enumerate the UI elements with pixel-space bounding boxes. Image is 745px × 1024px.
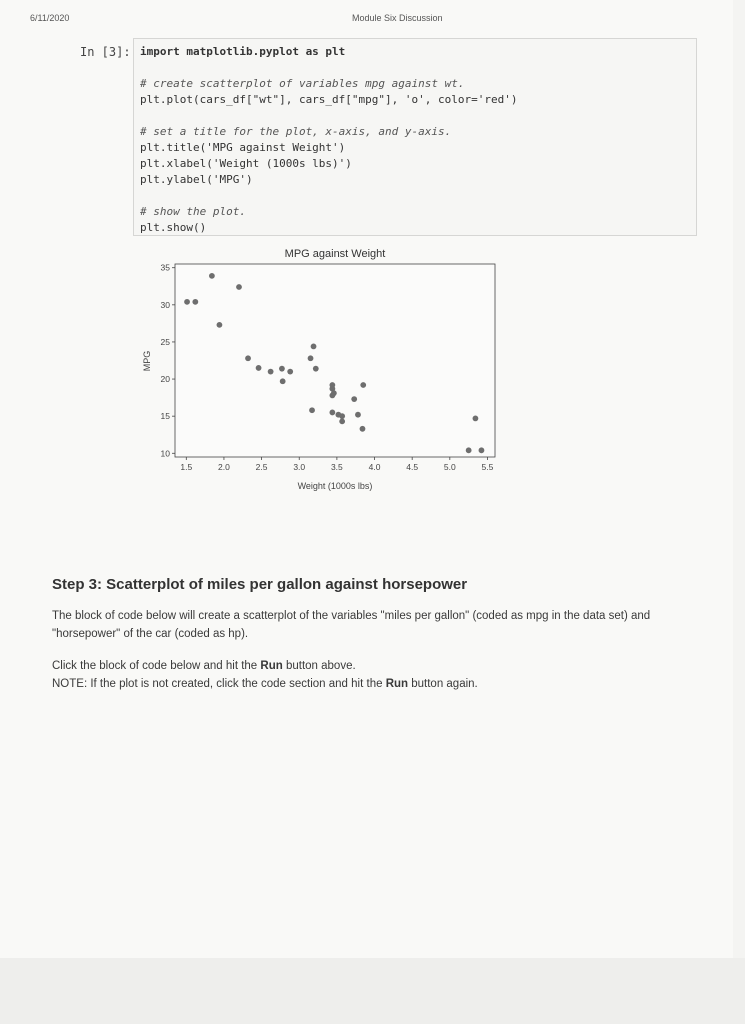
chart-svg bbox=[138, 244, 498, 494]
code-line: plt.ylabel('MPG') bbox=[140, 173, 253, 186]
data-point bbox=[268, 369, 274, 375]
code-line: plt.title('MPG against Weight') bbox=[140, 141, 346, 154]
x-tick-label: 4.5 bbox=[406, 462, 419, 472]
data-point bbox=[309, 407, 315, 413]
data-point bbox=[308, 355, 314, 361]
run-instruction-text: Click the block of code below and hit the bbox=[52, 660, 261, 672]
data-point bbox=[329, 382, 335, 388]
data-point bbox=[209, 273, 215, 279]
chart-title: MPG against Weight bbox=[284, 248, 386, 260]
data-point bbox=[279, 366, 285, 372]
x-tick-label: 3.0 bbox=[293, 462, 306, 472]
data-point bbox=[287, 369, 293, 375]
data-point bbox=[192, 299, 198, 305]
code-cell[interactable] bbox=[133, 38, 697, 236]
print-date: 6/11/2020 bbox=[30, 13, 70, 23]
data-point bbox=[355, 412, 361, 418]
code-line: plt.xlabel('Weight (1000s lbs)') bbox=[140, 157, 352, 170]
data-point bbox=[236, 284, 242, 290]
data-point bbox=[280, 378, 286, 384]
x-tick-label: 2.5 bbox=[255, 462, 268, 472]
run-instruction bbox=[52, 657, 682, 675]
y-tick-label: 25 bbox=[160, 336, 170, 347]
x-tick-label: 3.5 bbox=[330, 462, 343, 472]
rerun-note-text: button again. bbox=[408, 678, 478, 690]
y-tick-label: 35 bbox=[160, 262, 170, 273]
x-axis-label: Weight (1000s lbs) bbox=[297, 481, 373, 491]
run-keyword: Run bbox=[385, 678, 409, 690]
data-point bbox=[329, 410, 335, 416]
data-point bbox=[466, 447, 472, 453]
run-keyword: Run bbox=[260, 660, 283, 672]
x-axis bbox=[180, 457, 493, 472]
document-title: Module Six Discussion bbox=[352, 13, 443, 23]
run-instruction-text: button above. bbox=[282, 660, 356, 672]
data-point bbox=[217, 322, 223, 328]
y-tick-label: 20 bbox=[160, 374, 170, 385]
code-comment: # create scatterplot of variables mpg against wt. bbox=[140, 77, 465, 90]
scan-margin bbox=[0, 958, 745, 1024]
rerun-note bbox=[52, 675, 682, 693]
data-point bbox=[473, 416, 479, 422]
rerun-note-text: NOTE: If the plot is not created, click the code section and hit the bbox=[52, 678, 386, 690]
y-tick-label: 10 bbox=[160, 448, 170, 459]
data-point bbox=[184, 299, 190, 305]
data-point bbox=[311, 343, 317, 349]
step-heading: Step 3: Scatterplot of miles per gallon against horsepower bbox=[52, 576, 468, 593]
code-line: import matplotlib.pyplot as plt bbox=[140, 45, 346, 58]
plot-area bbox=[175, 264, 495, 457]
data-point bbox=[339, 413, 345, 419]
code-comment: # show the plot. bbox=[140, 205, 246, 218]
data-point bbox=[331, 390, 337, 396]
y-tick-label: 15 bbox=[160, 411, 170, 422]
x-tick-label: 5.0 bbox=[443, 462, 456, 472]
data-point bbox=[245, 355, 251, 361]
data-point bbox=[339, 418, 345, 424]
x-tick-label: 4.0 bbox=[368, 462, 381, 472]
step-description: The block of code below will create a scatterplot of the variables "miles per gallon" (coded as mpg in the data set) and "horsepower" of the car (coded as hp). bbox=[52, 610, 651, 640]
y-axis-label: MPG bbox=[142, 350, 152, 372]
code-line: plt.plot(cars_df["wt"], cars_df["mpg"], 'o', color='red') bbox=[140, 93, 518, 106]
x-tick-label: 1.5 bbox=[180, 462, 193, 472]
data-point bbox=[479, 447, 485, 453]
scatter-chart bbox=[138, 244, 498, 499]
y-tick-label: 30 bbox=[160, 299, 170, 310]
x-tick-label: 2.0 bbox=[218, 462, 230, 472]
code-line: plt.show() bbox=[140, 221, 207, 234]
data-point bbox=[313, 366, 319, 372]
data-point bbox=[351, 396, 357, 402]
code-comment: # set a title for the plot, x-axis, and y-axis. bbox=[140, 125, 452, 138]
x-tick-label: 5.5 bbox=[481, 462, 494, 472]
data-point bbox=[256, 365, 262, 371]
data-point bbox=[360, 382, 366, 388]
y-axis bbox=[161, 263, 175, 459]
cell-prompt: In [3]: bbox=[80, 45, 131, 59]
data-point bbox=[360, 426, 366, 432]
